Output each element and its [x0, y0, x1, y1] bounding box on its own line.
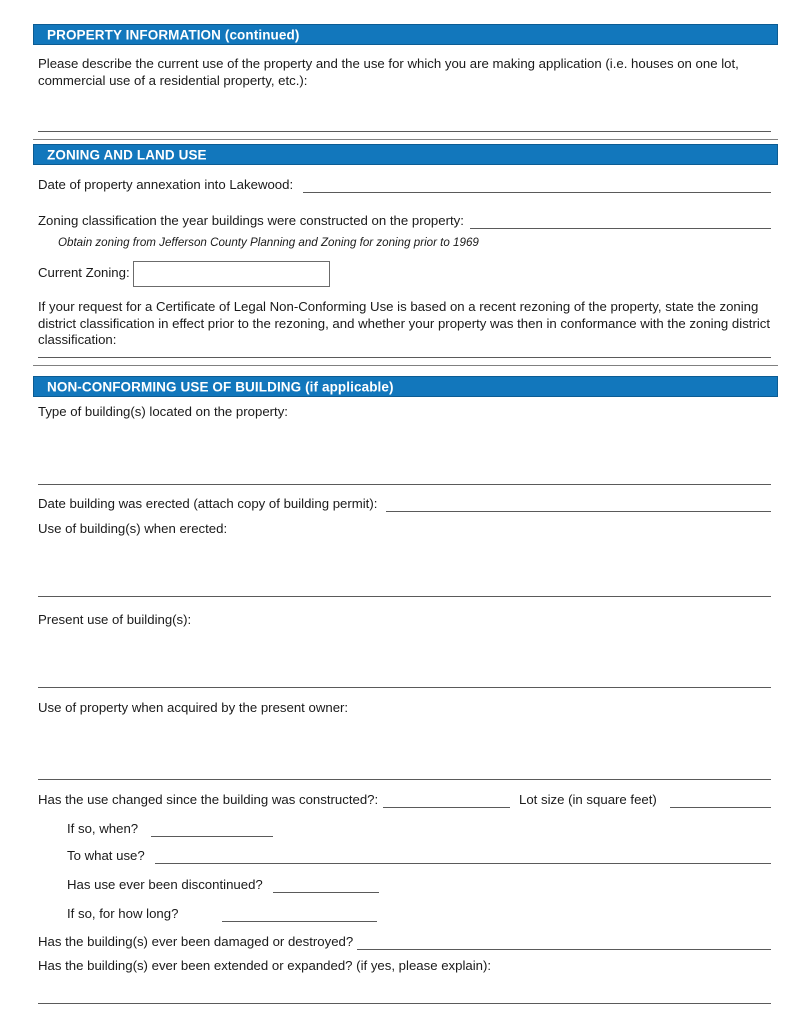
divider-above-zoning: [33, 139, 778, 140]
property-information-prompt: Please describe the current use of the property and the use for which you are making application (i.e. houses on one lot, commercial use of a residential property, etc.):: [38, 56, 743, 88]
use-when-erected-label: Use of building(s) when erected:: [38, 521, 228, 536]
section-title-zoning-and-land-use: ZONING AND LAND USE: [47, 146, 207, 162]
how-long-input-line[interactable]: [222, 921, 377, 922]
current-zoning-label: Current Zoning:: [38, 265, 130, 280]
to-what-use-label: To what use?: [67, 848, 145, 863]
if-so-when-label: If so, when?: [67, 821, 139, 836]
if-so-when-input-line[interactable]: [151, 836, 273, 837]
extended-or-expanded-label: Has the building(s) ever been extended or expanded? (if yes, please explain):: [38, 958, 492, 973]
zoning-source-note: Obtain zoning from Jefferson County Planning and Zoning for zoning prior to 1969: [58, 236, 479, 249]
page-title: [0, 21, 1, 22]
annexation-date-input-line[interactable]: [303, 192, 771, 193]
zoning-classification-label: Zoning classification the year buildings were constructed on the property:: [38, 213, 464, 228]
use-when-acquired-label: Use of property when acquired by the present owner:: [38, 700, 349, 715]
rezoning-answer-line[interactable]: [38, 357, 771, 358]
extended-or-expanded-answer-line[interactable]: [38, 1003, 771, 1004]
type-of-buildings-label: Type of building(s) located on the property:: [38, 404, 288, 419]
lot-size-input-line[interactable]: [670, 807, 771, 808]
use-discontinued-label: Has use ever been discontinued?: [67, 877, 263, 892]
use-changed-label: Has the use changed since the building was constructed?:: [38, 792, 379, 807]
rezoning-prompt: If your request for a Certificate of Legal Non-Conforming Use is based on a recent rezoning of the property, state the zoning district classification in effect prior to the rezoning, and whether your property was then in conformance with the zoning district classification:: [38, 299, 774, 347]
section-header-non-conforming-use: [33, 376, 778, 397]
divider-above-non-conforming-use: [33, 365, 778, 366]
use-when-erected-answer-line[interactable]: [38, 596, 771, 597]
how-long-label: If so, for how long?: [67, 906, 179, 921]
annexation-date-label: Date of property annexation into Lakewood:: [38, 177, 294, 192]
to-what-use-input-line[interactable]: [155, 863, 771, 864]
current-zoning-input[interactable]: [133, 261, 330, 287]
present-use-label: Present use of building(s):: [38, 612, 192, 627]
use-when-acquired-answer-line[interactable]: [38, 779, 771, 780]
date-erected-input-line[interactable]: [386, 511, 771, 512]
use-discontinued-input-line[interactable]: [273, 892, 379, 893]
date-erected-label: Date building was erected (attach copy of building permit):: [38, 496, 378, 511]
section-title-property-information: PROPERTY INFORMATION (continued): [47, 26, 300, 42]
section-title-non-conforming-use: NON-CONFORMING USE OF BUILDING (if applicable): [47, 378, 394, 394]
damaged-or-destroyed-label: Has the building(s) ever been damaged or destroyed?: [38, 934, 354, 949]
zoning-classification-input-line[interactable]: [470, 228, 771, 229]
damaged-or-destroyed-input-line[interactable]: [357, 949, 771, 950]
type-of-buildings-answer-line[interactable]: [38, 484, 771, 485]
present-use-answer-line[interactable]: [38, 687, 771, 688]
section-header-property-information: [33, 24, 778, 45]
lot-size-label: Lot size (in square feet): [519, 792, 657, 807]
section-header-zoning-and-land-use: [33, 144, 778, 165]
use-changed-input-line[interactable]: [383, 807, 510, 808]
property-description-answer-line[interactable]: [38, 131, 771, 132]
